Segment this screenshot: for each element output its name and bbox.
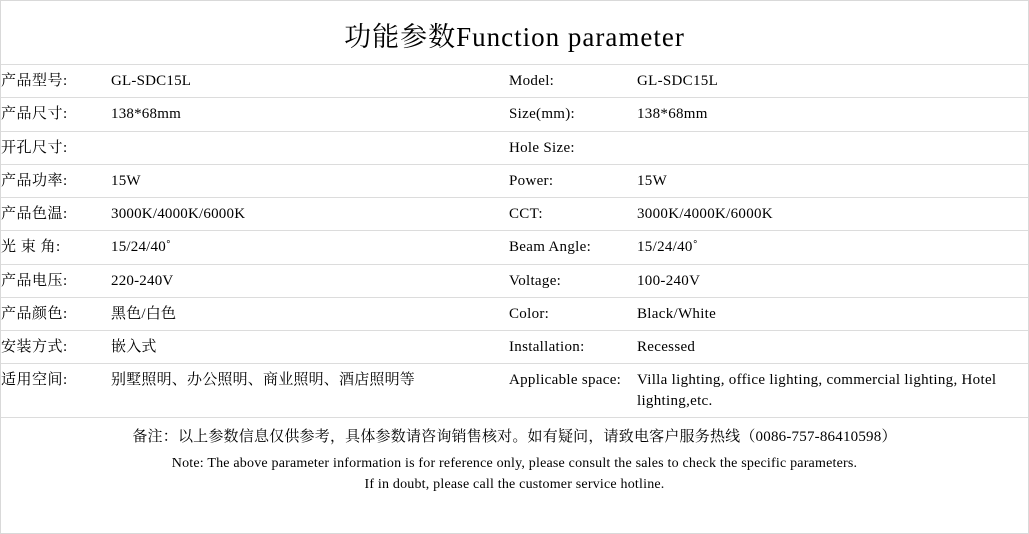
table-row [1,198,1028,231]
page-title: 功能参数Function parameter [344,22,685,52]
row-label-cn: 产品电压: [1,264,111,297]
row-label-cn: 产品功率: [1,164,111,197]
row-value-cn: 别墅照明、办公照明、商业照明、酒店照明等 [111,364,509,418]
row-label-en: CCT: [509,198,637,231]
notes-chinese: 备注：以上参数信息仅供参考，具体参数请咨询销售核对。如有疑问，请致电客户服务热线（0086-757-86410598） [132,428,897,445]
row-label-cn: 产品型号: [1,65,111,98]
row-value-en: 138*68mm [637,98,1028,131]
row-label-cn: 产品尺寸: [1,98,111,131]
notes-english-line1: Note: The above parameter information is for reference only, please consult the sales to check the specific parameters. [171,455,858,471]
row-value-en: Black/White [637,297,1028,330]
notes-english [1,451,1028,501]
row-label-en: Color: [509,297,637,330]
table-row [1,297,1028,330]
row-value-cn: GL-SDC15L [111,65,509,98]
row-label-cn: 安装方式: [1,331,111,364]
table-row [1,364,1028,418]
row-value-en [637,131,1028,164]
row-value-en: GL-SDC15L [637,65,1028,98]
row-label-cn: 光 束 角: [1,231,111,264]
row-value-cn: 黑色/白色 [111,297,509,330]
row-label-en: Installation: [509,331,637,364]
row-value-cn [111,131,509,164]
notes-english-line2: If in doubt, please call the customer service hotline. [364,476,665,492]
row-value-cn: 15W [111,164,509,197]
row-value-en: 15W [637,164,1028,197]
table-row [1,331,1028,364]
row-value-cn: 15/24/40˚ [111,231,509,264]
row-value-cn: 3000K/4000K/6000K [111,198,509,231]
row-value-cn: 嵌入式 [111,331,509,364]
row-label-cn: 适用空间: [1,364,111,418]
table-row [1,164,1028,197]
row-label-en: Beam Angle: [509,231,637,264]
row-label-en: Voltage: [509,264,637,297]
row-value-cn: 220-240V [111,264,509,297]
row-value-en: 3000K/4000K/6000K [637,198,1028,231]
row-value-en: Villa lighting, office lighting, commercial lighting, Hotel lighting,etc. [637,364,1028,418]
row-value-en: 100-240V [637,264,1028,297]
table-row [1,98,1028,131]
row-label-cn: 开孔尺寸: [1,131,111,164]
row-label-cn: 产品色温: [1,198,111,231]
row-label-en: Hole Size: [509,131,637,164]
table-row [1,65,1028,98]
table-row [1,131,1028,164]
row-value-cn: 138*68mm [111,98,509,131]
specification-table [1,64,1028,418]
row-label-en: Size(mm): [509,98,637,131]
row-label-en: Applicable space: [509,364,637,418]
table-row [1,264,1028,297]
row-label-cn: 产品颜色: [1,297,111,330]
row-label-en: Model: [509,65,637,98]
row-value-en: Recessed [637,331,1028,364]
row-label-en: Power: [509,164,637,197]
table-row [1,231,1028,264]
row-value-en: 15/24/40˚ [637,231,1028,264]
